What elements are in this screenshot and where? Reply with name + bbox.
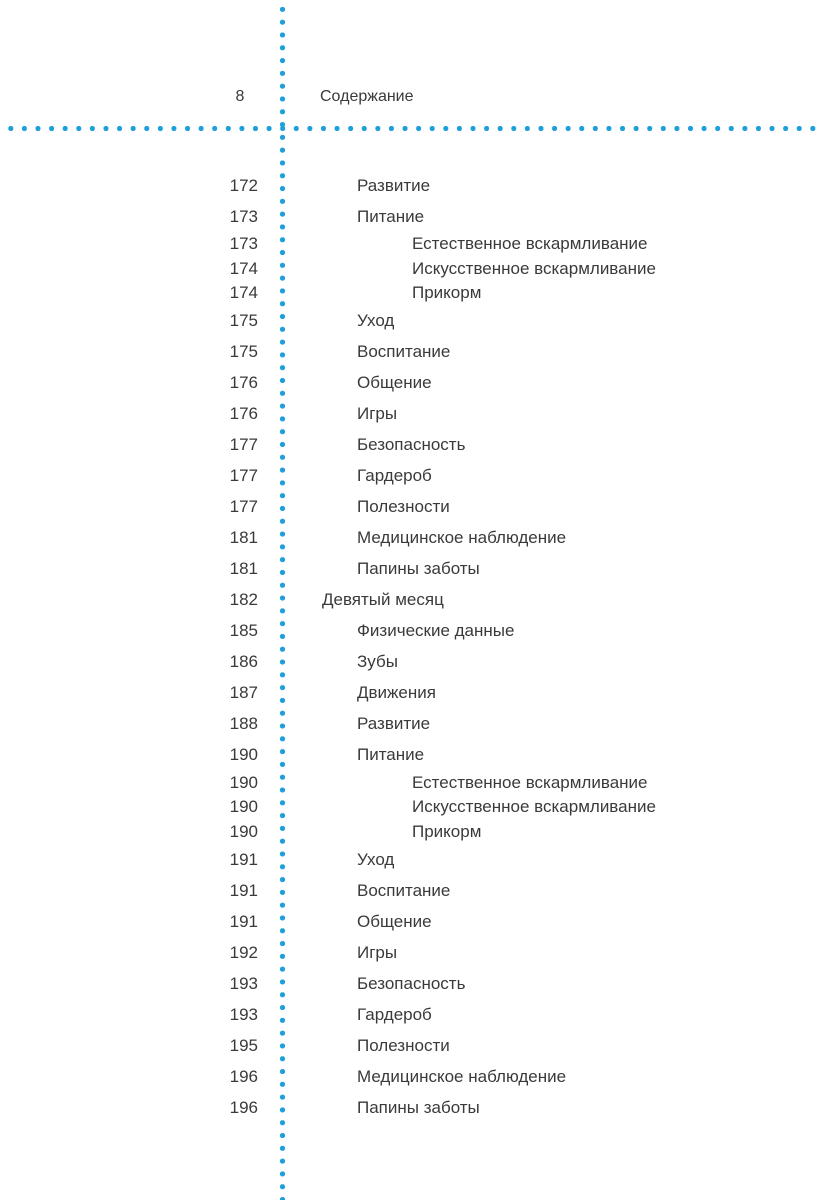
toc-entry-title: Медицинское наблюдение: [357, 528, 567, 547]
horizontal-dotted-rule: [0, 125, 817, 132]
toc-list: [0, 170, 817, 1123]
toc-row: [0, 523, 817, 554]
toc-row: [0, 875, 817, 906]
toc-page-number: 190: [229, 772, 258, 792]
toc-page-number: 185: [229, 621, 258, 640]
toc-page-number: 176: [229, 373, 258, 392]
page-folio-number: 8: [235, 88, 245, 105]
toc-entry-title: Физические данные: [357, 621, 515, 640]
toc-row: [0, 709, 817, 740]
toc-entry-title: Гардероб: [357, 1004, 432, 1024]
toc-page-number: 192: [229, 942, 258, 962]
toc-row: [0, 170, 817, 201]
toc-page-number: 177: [229, 466, 258, 485]
toc-entry-title: Общение: [357, 373, 432, 392]
toc-page-number: 188: [229, 714, 258, 733]
toc-entry-title: Гардероб: [357, 466, 432, 485]
toc-page-number: 186: [229, 652, 258, 671]
toc-page-number: 190: [229, 821, 258, 841]
toc-row: [0, 368, 817, 399]
toc-page-number: 193: [229, 1004, 258, 1024]
toc-page-number: 172: [229, 175, 258, 195]
toc-entry-title: Естественное вскармливание: [412, 234, 648, 254]
toc-entry-title: Игры: [357, 404, 398, 423]
toc-entry-title: Медицинское наблюдение: [357, 1066, 567, 1086]
toc-page-number: 173: [229, 206, 258, 226]
toc-row: [0, 968, 817, 999]
toc-page-number: 174: [229, 258, 258, 278]
toc-page-number: 190: [229, 745, 258, 764]
toc-page-number: 174: [229, 283, 258, 303]
toc-entry-title: Полезности: [357, 1035, 450, 1055]
toc-row: [0, 461, 817, 492]
toc-entry-title: Полезности: [357, 497, 450, 516]
toc-row: [0, 430, 817, 461]
toc-page-number: 193: [229, 973, 258, 993]
toc-row: [0, 585, 817, 616]
toc-page-number: 173: [229, 234, 258, 254]
toc-row: [0, 257, 817, 282]
toc-page-number: 177: [229, 497, 258, 516]
toc-page-number: 190: [229, 797, 258, 817]
toc-row: [0, 647, 817, 678]
toc-entry-title: Папины заботы: [357, 1097, 480, 1117]
toc-row: [0, 554, 817, 585]
toc-entry-title: Игры: [357, 942, 398, 962]
toc-row: [0, 1030, 817, 1061]
toc-row: [0, 999, 817, 1030]
toc-row: [0, 281, 817, 306]
toc-entry-title: Безопасность: [357, 973, 466, 993]
toc-page-number: 177: [229, 435, 258, 454]
toc-row: [0, 678, 817, 709]
toc-row: [0, 906, 817, 937]
toc-entry-title: Питание: [357, 206, 425, 226]
toc-row: [0, 232, 817, 257]
toc-row: [0, 492, 817, 523]
toc-entry-title: Безопасность: [357, 435, 466, 454]
toc-row: [0, 1092, 817, 1123]
toc-page-number: 191: [229, 880, 258, 900]
toc-row: [0, 820, 817, 845]
toc-entry-title: Зубы: [357, 652, 398, 671]
toc-entry-title: Естественное вскармливание: [412, 772, 648, 792]
toc-entry-title: Воспитание: [357, 880, 451, 900]
toc-page-number: 181: [229, 528, 258, 547]
toc-page-number: 191: [229, 911, 258, 931]
toc-entry-title: Искусственное вскармливание: [412, 258, 656, 278]
toc-row: [0, 740, 817, 771]
toc-row: [0, 844, 817, 875]
toc-entry-title: Уход: [357, 311, 395, 330]
toc-entry-title: Прикорм: [412, 283, 482, 303]
toc-row: [0, 937, 817, 968]
toc-entry-title: Общение: [357, 911, 432, 931]
toc-entry-title: Питание: [357, 745, 425, 764]
toc-row: [0, 399, 817, 430]
toc-entry-title: Развитие: [357, 175, 431, 195]
toc-row: [0, 616, 817, 647]
toc-page-number: 176: [229, 404, 258, 423]
toc-row: [0, 795, 817, 820]
toc-row: [0, 1061, 817, 1092]
running-head-title: Содержание: [320, 88, 414, 105]
toc-entry-title: Воспитание: [357, 342, 451, 361]
toc-page-number: 181: [229, 559, 258, 578]
toc-row: [0, 306, 817, 337]
toc-entry-title: Уход: [357, 849, 395, 869]
toc-entry-title: Движения: [357, 683, 436, 702]
toc-entry-title: Развитие: [357, 714, 431, 733]
toc-page-number: 191: [229, 849, 258, 869]
toc-page-number: 195: [229, 1035, 258, 1055]
toc-page-number: 196: [229, 1066, 258, 1086]
toc-page-number: 187: [229, 683, 258, 702]
toc-page-number: 175: [229, 342, 258, 361]
toc-row: [0, 337, 817, 368]
toc-page-number: 196: [229, 1097, 258, 1117]
toc-entry-title: Девятый месяц: [322, 590, 444, 609]
toc-page-number: 175: [229, 311, 258, 330]
toc-row: [0, 771, 817, 796]
toc-entry-title: Папины заботы: [357, 559, 480, 578]
toc-page-number: 182: [229, 590, 258, 609]
toc-entry-title: Прикорм: [412, 821, 482, 841]
toc-entry-title: Искусственное вскармливание: [412, 797, 656, 817]
toc-row: [0, 201, 817, 232]
